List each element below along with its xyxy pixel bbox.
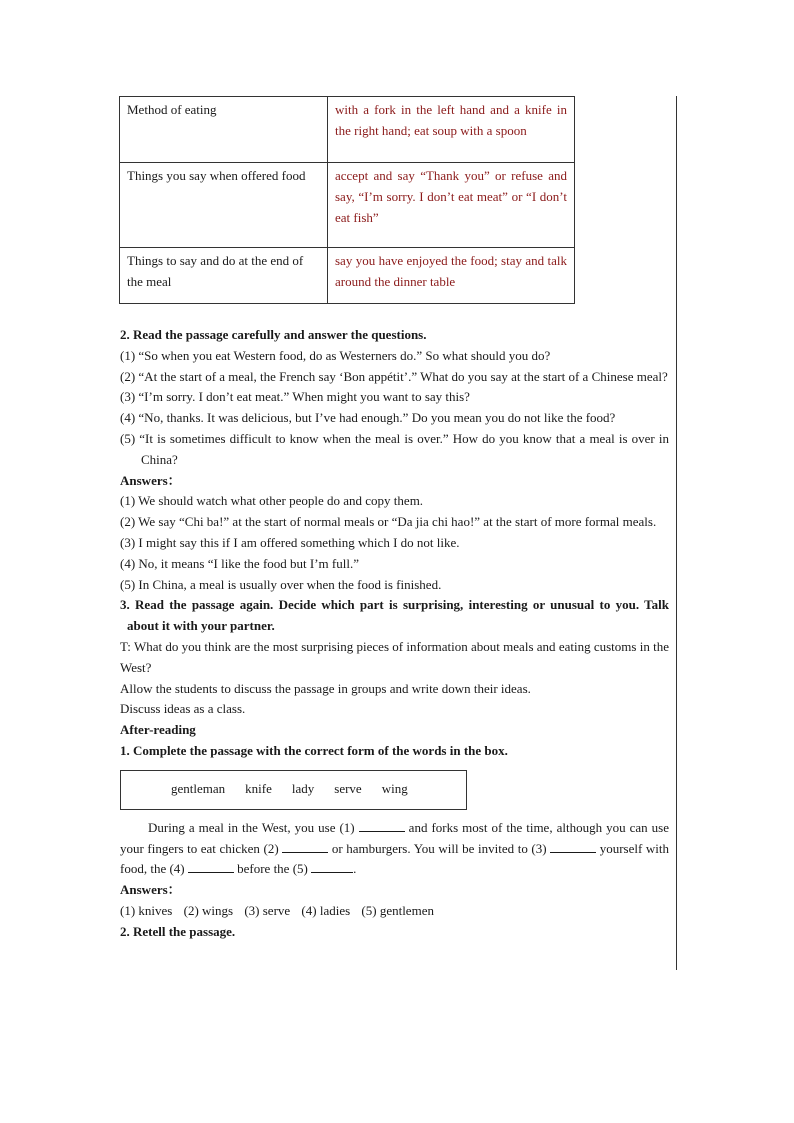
section-heading: 3. Read the passage again. Decide which part is surprising, interesting or unusual to you. Talk about it with your partner.	[120, 597, 669, 634]
box-word: knife	[245, 781, 272, 797]
box-word: serve	[334, 781, 362, 797]
passage-text: .	[353, 861, 357, 877]
question-item: (1) “So when you eat Western food, do as Westerners do.” So what should you do?	[120, 347, 551, 363]
answer-item: (1) knives	[120, 902, 173, 918]
main-content	[120, 325, 669, 943]
box-word: gentleman	[171, 781, 226, 797]
instruction-line: Allow the students to discuss the passage in groups and write down their ideas.	[120, 680, 531, 696]
table-row	[120, 97, 575, 163]
cloze-passage	[120, 818, 669, 880]
answer-item: (4) No, it means “I like the food but I’m full.”	[120, 555, 359, 571]
section-heading: 2. Read the passage carefully and answer the questions.	[120, 327, 427, 342]
passage-text: before the (5)	[237, 861, 308, 877]
answer-blank[interactable]	[550, 840, 596, 853]
passage-text: and forks most of the time, although you can use your fingers to eat chicken (2)	[120, 819, 669, 856]
passage-text: or hamburgers. You will be invited to (3)	[331, 840, 547, 856]
box-word: lady	[291, 781, 315, 797]
table-row	[120, 248, 575, 304]
row-value: with a fork in the left hand and a knife in the right hand; eat soup with a spoon	[328, 97, 575, 163]
answers-label: Answers：	[120, 882, 181, 898]
answers-row	[120, 901, 669, 922]
page-right-border	[676, 96, 677, 970]
answer-blank[interactable]	[359, 819, 405, 832]
question-item: (2) “At the start of a meal, the French say ‘Bon appétit’.” What do you say at the start of a Chinese meal?	[120, 368, 668, 384]
passage-text: yourself with food, the (4)	[120, 840, 670, 877]
answer-item: (5) In China, a meal is usually over when the food is finished.	[120, 576, 442, 592]
box-word: wing	[381, 781, 408, 797]
row-label: Things to say and do at the end of the meal	[120, 248, 328, 304]
answer-item: (3) serve	[244, 902, 291, 918]
question-item: (3) “I’m sorry. I don’t eat meat.” When might you want to say this?	[120, 389, 470, 405]
section-heading: After-reading	[120, 722, 196, 738]
answer-item: (5) gentlemen	[361, 902, 434, 918]
table-row	[120, 163, 575, 248]
row-label: Method of eating	[120, 97, 328, 163]
word-box	[120, 770, 467, 810]
question-item: (4) “No, thanks. It was delicious, but I’ve had enough.” Do you mean you do not like the food?	[120, 410, 616, 426]
answer-blank[interactable]	[311, 860, 353, 873]
answers-label: Answers：	[120, 472, 181, 488]
teacher-prompt: T: What do you think are the most surprising pieces of information about meals and eating customs in the West?	[120, 638, 669, 675]
answer-blank[interactable]	[188, 860, 234, 873]
row-label: Things you say when offered food	[120, 163, 328, 248]
task-heading: 2. Retell the passage.	[120, 923, 236, 939]
customs-table	[119, 96, 575, 304]
instruction-line: Discuss ideas as a class.	[120, 701, 246, 717]
task-heading: 1. Complete the passage with the correct form of the words in the box.	[120, 742, 508, 758]
row-value: accept and say “Thank you” or refuse and say, “I’m sorry. I don’t eat meat” or “I don’t eat fish”	[328, 163, 575, 248]
passage-text: During a meal in the West, you use (1)	[148, 819, 355, 835]
answer-item: (4) ladies	[301, 902, 351, 918]
answer-item: (2) We say “Chi ba!” at the start of normal meals or “Da jia chi hao!” at the start of more formal meals.	[120, 514, 657, 530]
row-value: say you have enjoyed the food; stay and talk around the dinner table	[328, 248, 575, 304]
answer-item: (3) I might say this if I am offered something which I do not like.	[120, 534, 460, 550]
question-item: (5) “It is sometimes difficult to know when the meal is over.” How do you know that a meal is over in China?	[120, 430, 669, 467]
answer-blank[interactable]	[282, 840, 328, 853]
answer-item: (1) We should watch what other people do and copy them.	[120, 493, 424, 509]
answer-item: (2) wings	[183, 902, 234, 918]
